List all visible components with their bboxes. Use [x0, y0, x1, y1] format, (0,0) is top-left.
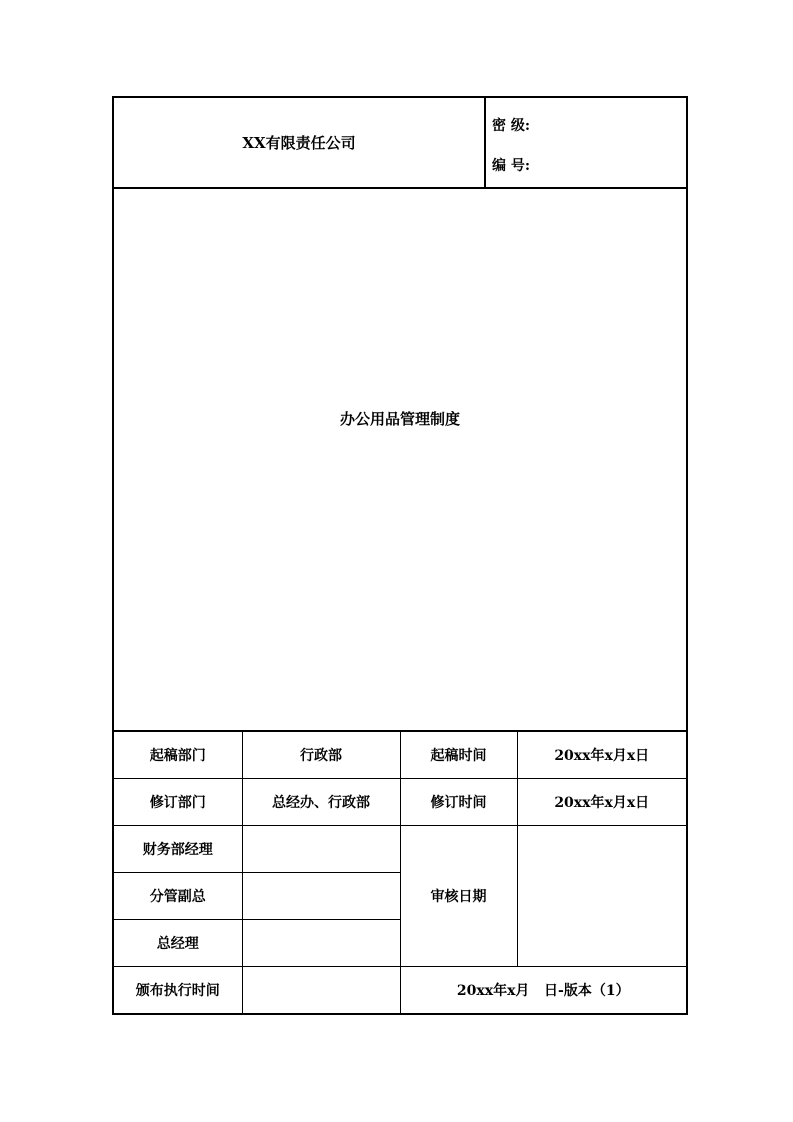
draft-dept-value: 行政部: [242, 731, 400, 779]
review-date-value: [517, 826, 686, 967]
table-row: [114, 826, 686, 873]
release-time-value: [242, 967, 400, 1014]
approval-table: [114, 730, 686, 1013]
document-number-label: 编 号:: [492, 158, 531, 174]
finance-manager-signature: [242, 826, 400, 873]
draft-dept-label: 起稿部门: [114, 731, 242, 779]
meta-cell: [486, 98, 686, 187]
deputy-gm-signature: [242, 873, 400, 920]
deputy-gm-label: 分管副总: [114, 873, 242, 920]
release-version-value: 20xx年x月 日-版本（1）: [400, 967, 686, 1014]
draft-time-value: 20xx年x月x日: [517, 731, 686, 779]
draft-time-label: 起稿时间: [400, 731, 517, 779]
table-row: [114, 731, 686, 779]
revise-time-label: 修订时间: [400, 779, 517, 826]
review-date-label: 审核日期: [400, 826, 517, 967]
company-name: XX有限责任公司: [114, 98, 486, 187]
table-row: [114, 779, 686, 826]
finance-manager-label: 财务部经理: [114, 826, 242, 873]
header-row: [114, 98, 686, 189]
document-cover: [112, 96, 688, 1015]
gm-label: 总经理: [114, 920, 242, 967]
revise-time-value: 20xx年x月x日: [517, 779, 686, 826]
gm-signature: [242, 920, 400, 967]
document-title: 办公用品管理制度: [339, 410, 460, 428]
release-time-label: 颁布执行时间: [114, 967, 242, 1014]
secret-level-label: 密 级:: [492, 118, 531, 134]
title-area: [114, 189, 686, 730]
revise-dept-value: 总经办、行政部: [242, 779, 400, 826]
table-row: [114, 967, 686, 1014]
revise-dept-label: 修订部门: [114, 779, 242, 826]
